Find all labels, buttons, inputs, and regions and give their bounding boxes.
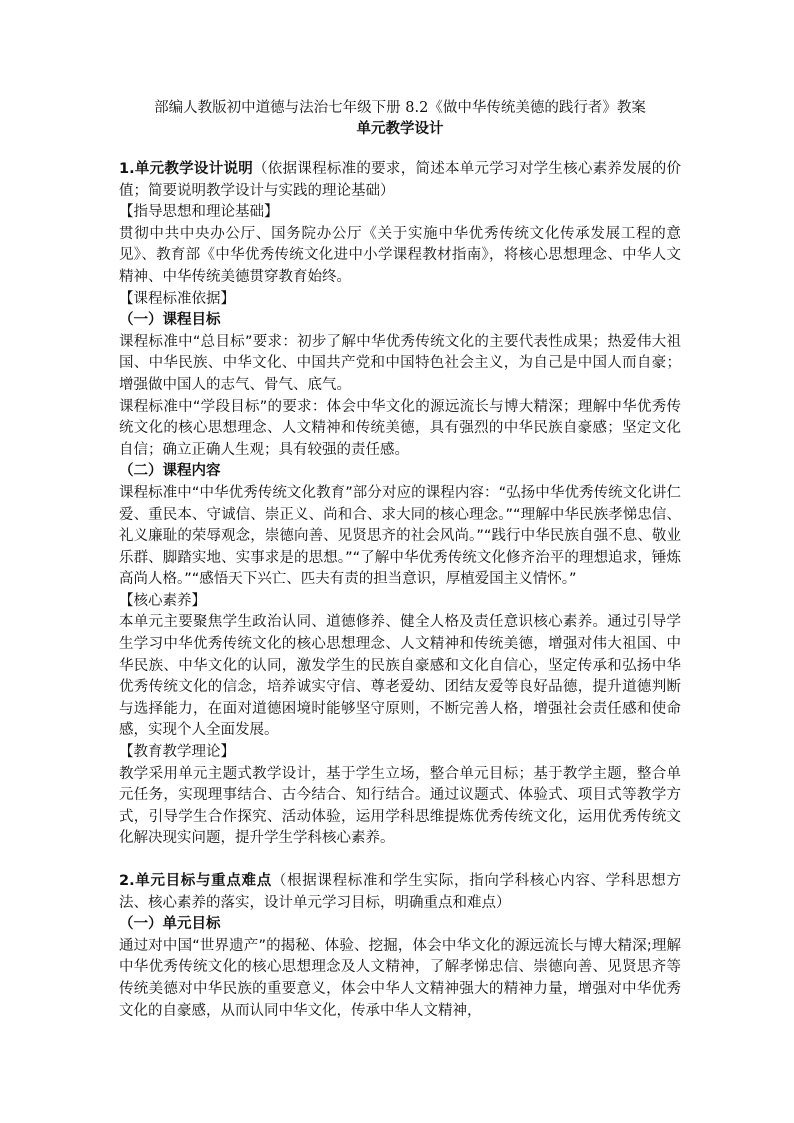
unit-goals-paragraph: 通过对中国“世界遗产”的揭秘、体验、挖掘，体会中华文化的源远流长与博大精深;理解中华优秀传统文化的核心思想理念及人文精神，了解孝悌忠信、崇德向善、见贤思齐等传统美德对中华民族的重要意义，体会中华人文精神强大的精神力量，增强对中华优秀文化的自豪感，从而认同中华文化，传承中华人文精神，	[119, 937, 681, 1019]
document-title: 部编人教版初中道德与法治七年级下册 8.2《做中华传统美德的践行者》教案	[154, 100, 646, 116]
course-goals-paragraph-1: 课程标准中“总目标”要求：初步了解中华优秀传统文化的主要代表性成果；热爱伟大祖国、中华民族、中华文化、中国共产党和中国特色社会主义，为自己是中国人而自豪；增强做中国人的志气、骨气、底气。	[119, 333, 681, 393]
course-goals-paragraph-2: 课程标准中“学段目标”的要求：体会中华文化的源远流长与博大精深；理解中华优秀传统文化的核心思想理念、人文精神和传统美德，具有强烈的中华民族自豪感；坚定文化自信；确立正确人生观；具有较强的责任感。	[119, 398, 681, 458]
course-content-paragraph: 课程标准中“中华优秀传统文化教育”部分对应的课程内容：“弘扬中华优秀传统文化讲仁爱、重民本、守诚信、崇正义、尚和合、求大同的核心理念。”“理解中华民族孝悌忠信、礼义廉耻的荣辱观念，崇德向善、见贤思齐的社会风尚。”“践行中华民族自强不息、敬业乐群、脚踏实地、实事求是的思想。”“了解中华优秀传统文化修齐治平的理想追求，锤炼高尚人格。”“感悟天下兴亡、匹夫有责的担当意识，厚植爱国主义情怀。”	[119, 484, 681, 588]
section2-heading-title: 2.单元目标与重点难点	[119, 873, 272, 889]
guiding-label: 【指导思想和理论基础】	[119, 204, 279, 221]
section2-heading-note: （根据课程标准和学生实际，指向学科核心内容、学科思想方法、核心素养的落实，设计单元学习目标，明确重点和难点）	[119, 873, 681, 911]
guiding-paragraph: 贯彻中共中央办公厅、国务院办公厅《关于实施中华优秀传统文化传承发展工程的意见》、教育部《中华优秀传统文化进中小学课程教材指南》，将核心思想理念、中华人文精神、中华传统美德贯穿教育始终。	[119, 225, 681, 285]
literacy-paragraph: 本单元主要聚焦学生政治认同、道德修养、健全人格及责任意识核心素养。通过引导学生学习中华优秀传统文化的核心思想理念、人文精神和传统美德，增强对伟大祖国、中华民族、中华文化的认同，激发学生的民族自豪感和文化自信心，坚定传承和弘扬中华优秀传统文化的信念，培养诚实守信、尊老爱幼、团结友爱等良好品德，提升道德判断与选择能力，在面对道德困境时能够坚守原则，不断完善人格，增强社会责任感和使命感，实现个人全面发展。	[119, 614, 681, 739]
course-goals-heading: （一）课程目标	[119, 312, 221, 329]
document-subtitle: 单元教学设计	[356, 121, 444, 137]
section1-heading	[119, 159, 681, 202]
theory-paragraph: 教学采用单元主题式教学设计，基于学生立场，整合单元目标；基于教学主题，整合单元任务，实现理事结合、古今结合、知行结合。通过议题式、体验式、项目式等教学方式，引导学生合作探究、活动体验，运用学科思维提炼优秀传统文化，运用优秀传统文化解决现实问题，提升学生学科核心素养。	[119, 765, 681, 847]
unit-goals-heading: （一）单元目标	[119, 916, 221, 933]
theory-label: 【教育教学理论】	[119, 744, 235, 761]
section-gap	[119, 850, 681, 871]
section1-heading-title: 1.单元教学设计说明	[119, 161, 254, 177]
section2-heading	[119, 871, 681, 914]
literacy-label: 【核心素养】	[119, 592, 206, 609]
standards-label: 【课程标准依据】	[119, 290, 235, 307]
course-content-heading: （二）课程内容	[119, 463, 221, 480]
section1-heading-note: （依据课程标准的要求，简述本单元学习对学生核心素养发展的价值；简要说明教学设计与实践的理论基础）	[119, 161, 681, 199]
document-page	[119, 98, 681, 1022]
